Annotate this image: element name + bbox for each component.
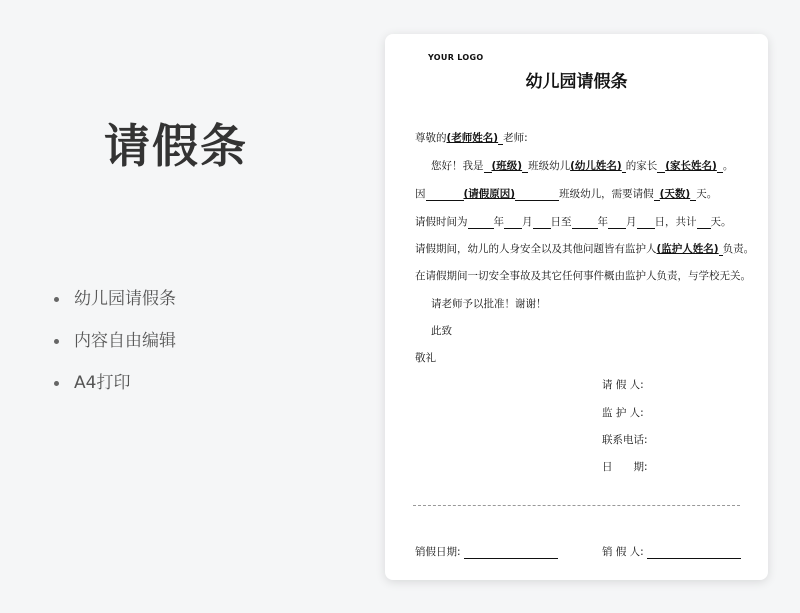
blank: [533, 215, 551, 229]
bullet-dot-icon: [54, 381, 59, 386]
cancel-date-field: [415, 544, 558, 559]
guardian-name-placeholder: (监护人姓名): [656, 243, 719, 255]
text: 班级幼儿，需要请假: [559, 188, 654, 200]
blank: [515, 187, 559, 201]
blank: [484, 159, 492, 173]
blank: [464, 545, 558, 559]
feature-list: [52, 286, 176, 412]
cut-line: [413, 505, 740, 506]
blank: [647, 545, 741, 559]
teacher-name-placeholder: (老师姓名): [446, 132, 499, 144]
blank: [572, 215, 598, 229]
text: 日至: [550, 216, 572, 228]
responsibility-line: [415, 241, 754, 256]
text: 月: [626, 216, 637, 228]
class-placeholder: (班级): [491, 160, 523, 172]
page-title: 请假条: [104, 119, 248, 173]
text: 日，共计: [654, 216, 697, 228]
cancel-person-label: 销 假 人:: [602, 546, 644, 558]
text: 因: [415, 188, 426, 200]
guardian-label: 监 护 人:: [602, 407, 644, 419]
intro-line: [431, 158, 733, 173]
cancel-date-label: 销假日期:: [415, 546, 461, 558]
document-title: 幼儿园请假条: [525, 72, 628, 92]
greeting-line: [415, 130, 528, 145]
reason-line: [415, 186, 717, 201]
blank: [637, 215, 655, 229]
text: 。: [722, 160, 734, 172]
cancel-person-field: [602, 544, 741, 559]
text: 年: [597, 216, 608, 228]
reason-placeholder: (请假原因): [463, 188, 516, 200]
feature-label: A4打印: [74, 373, 131, 393]
child-name-placeholder: (幼儿姓名): [570, 160, 622, 172]
document-preview[interactable]: [385, 34, 768, 580]
applicant-label: 请 假 人:: [602, 379, 644, 391]
feature-label: 幼儿园请假条: [74, 289, 176, 309]
text: 班级幼儿: [528, 160, 571, 172]
text: 请假期间，幼儿的人身安全以及其他问题皆有监护人: [415, 243, 657, 255]
text: 请假时间为: [415, 216, 468, 228]
blank: [608, 215, 626, 229]
text: 负责。: [722, 243, 755, 255]
parent-name-placeholder: (家长姓名): [665, 160, 717, 172]
blank: [426, 187, 464, 201]
date-label: 日 期:: [602, 461, 648, 473]
disclaimer-line: 在请假期间一切安全事故及其它任何事件概由监护人负责，与学校无关。: [415, 270, 751, 282]
date-range-line: [415, 214, 732, 229]
phone-label: 联系电话:: [602, 434, 648, 446]
feature-label: 内容自由编辑: [74, 331, 176, 351]
text: 尊敬的: [415, 132, 447, 144]
feature-item: [52, 328, 176, 370]
text: 年: [493, 216, 504, 228]
blank: [504, 215, 522, 229]
logo-text: YOUR LOGO: [428, 53, 484, 62]
feature-item: [52, 370, 176, 412]
feature-item: [52, 286, 176, 328]
text: 的家长: [625, 160, 658, 172]
salute-line: 敬礼: [415, 352, 436, 364]
request-line: 请老师予以批准！谢谢！: [431, 298, 547, 310]
blank: [468, 215, 494, 229]
text: 月: [522, 216, 533, 228]
text: 天。: [696, 188, 718, 200]
days-placeholder: (天数): [659, 188, 691, 200]
bullet-dot-icon: [54, 297, 59, 302]
blank: [697, 215, 711, 229]
bullet-dot-icon: [54, 339, 59, 344]
text: 天。: [710, 216, 732, 228]
text: 老师:: [503, 132, 528, 144]
text: 您好！我是: [431, 160, 484, 172]
closing-line: 此致: [431, 325, 452, 337]
